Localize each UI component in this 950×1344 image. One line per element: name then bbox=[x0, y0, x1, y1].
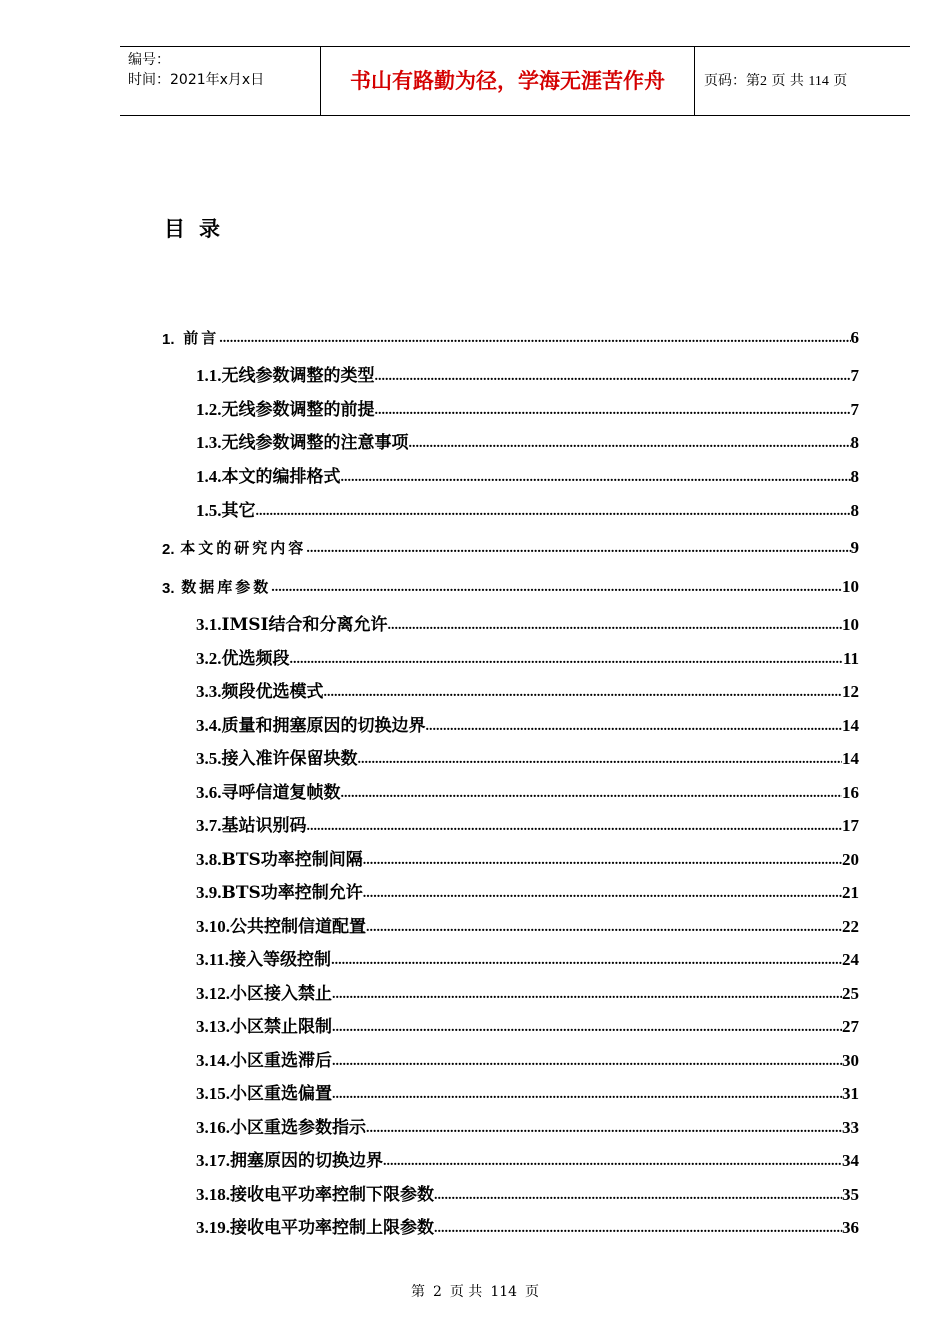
toc-entry-title: 质量和拥塞原因的切换边界 bbox=[221, 716, 426, 736]
toc-entry-title: 小区禁止限制 bbox=[230, 1017, 332, 1037]
toc-entry[interactable] bbox=[196, 1214, 859, 1238]
toc-entry[interactable] bbox=[196, 463, 859, 487]
toc-entry-page: 22 bbox=[842, 917, 859, 936]
toc-dot-leader bbox=[434, 1220, 842, 1238]
toc-entry-page: 21 bbox=[842, 883, 859, 902]
toc-entry-number: 1.1. bbox=[196, 366, 222, 385]
toc-entry-title: 无线参数调整的类型 bbox=[221, 366, 375, 386]
toc-entry-page: 20 bbox=[842, 850, 859, 869]
toc-entry-page: 35 bbox=[842, 1185, 859, 1204]
toc-entry-number: 3.7. bbox=[196, 816, 222, 835]
toc-entry-page: 8 bbox=[850, 433, 859, 452]
toc-entry[interactable] bbox=[196, 779, 859, 803]
toc-entry[interactable] bbox=[196, 497, 859, 521]
header-page-suffix: 页 bbox=[833, 73, 848, 89]
toc-dot-leader bbox=[388, 617, 843, 635]
toc-entry-page: 12 bbox=[842, 682, 859, 701]
toc-entry-page: 34 bbox=[842, 1151, 859, 1170]
header-page-current: 2 bbox=[760, 74, 767, 89]
toc-entry-number: 1.2. bbox=[196, 400, 222, 419]
header-page-total: 114 bbox=[808, 74, 829, 89]
toc-entry-number: 3.15. bbox=[196, 1084, 230, 1103]
toc-dot-leader bbox=[306, 540, 850, 558]
toc-dot-leader bbox=[341, 785, 843, 803]
toc-entry-page: 14 bbox=[842, 749, 859, 768]
toc-dot-leader bbox=[290, 651, 843, 669]
toc-entry[interactable] bbox=[196, 846, 859, 870]
toc-entry-page: 31 bbox=[842, 1084, 859, 1103]
toc-dot-leader bbox=[366, 919, 842, 937]
document-number-label: 编号： bbox=[128, 52, 170, 68]
toc-entry-title: 公共控制信道配置 bbox=[230, 917, 366, 937]
toc-entry[interactable] bbox=[196, 429, 859, 453]
toc-entry[interactable] bbox=[162, 324, 859, 348]
toc-entry[interactable] bbox=[162, 573, 859, 597]
toc-dot-leader bbox=[332, 1019, 842, 1037]
footer-suffix: 页 bbox=[525, 1284, 540, 1300]
toc-entry-number: 3.10. bbox=[196, 917, 230, 936]
toc-entry-page: 7 bbox=[850, 400, 859, 419]
toc-entry[interactable] bbox=[196, 1080, 859, 1104]
toc-entry-title: 接入准许保留块数 bbox=[221, 749, 358, 769]
toc-entry-number: 3.8. bbox=[196, 850, 222, 869]
toc-entry-number: 3.14. bbox=[196, 1051, 230, 1070]
toc-entry[interactable] bbox=[196, 745, 859, 769]
toc-entry[interactable] bbox=[196, 362, 859, 386]
toc-entry-page: 10 bbox=[842, 615, 859, 634]
toc-entry-number: 3.1. bbox=[196, 615, 222, 634]
toc-entry[interactable] bbox=[196, 1147, 859, 1171]
toc-entry-title: 接收电平功率控制上限参数 bbox=[230, 1218, 434, 1238]
toc-entry-number: 3.4. bbox=[196, 716, 222, 735]
toc-entry-number: 3.6. bbox=[196, 783, 222, 802]
toc-dot-leader bbox=[219, 330, 850, 348]
toc-entry-number: 3.9. bbox=[196, 883, 222, 902]
toc-entry-title: 接收电平功率控制下限参数 bbox=[230, 1185, 434, 1205]
toc-dot-leader bbox=[363, 852, 842, 870]
toc-entry-title: 接入等级控制 bbox=[229, 950, 332, 970]
toc-dot-leader bbox=[375, 402, 851, 420]
toc-dot-leader bbox=[409, 435, 851, 453]
toc-dot-leader bbox=[358, 751, 843, 769]
toc-dot-leader bbox=[271, 579, 842, 597]
toc-entry-title: 频段优选模式 bbox=[221, 682, 324, 702]
toc-entry-title: IMSI结合和分离允许 bbox=[221, 615, 388, 635]
toc-entry-number: 3.11. bbox=[196, 950, 230, 969]
toc-entry-page: 27 bbox=[842, 1017, 859, 1036]
toc-entry-number: 3.16. bbox=[196, 1118, 230, 1137]
toc-entry-number: 3.19. bbox=[196, 1218, 230, 1237]
toc-entry-page: 17 bbox=[842, 816, 859, 835]
toc-entry-title: BTS功率控制允许 bbox=[221, 883, 363, 903]
footer-prefix: 第 bbox=[410, 1284, 425, 1300]
toc-entry[interactable] bbox=[196, 879, 859, 903]
footer-mid: 页 共 bbox=[449, 1284, 483, 1300]
toc-entry-number: 2. bbox=[162, 541, 175, 558]
toc-entry[interactable] bbox=[196, 812, 859, 836]
toc-entry-title: 本文的编排格式 bbox=[221, 467, 341, 487]
toc-entry-number: 3.5. bbox=[196, 749, 222, 768]
toc-entry[interactable] bbox=[196, 645, 859, 669]
toc-entry-title: 小区接入禁止 bbox=[230, 984, 332, 1004]
toc-entry-page: 11 bbox=[842, 649, 859, 668]
toc-entry-number: 1.5. bbox=[196, 501, 222, 520]
toc-entry-number: 3.17. bbox=[196, 1151, 230, 1170]
toc-entry[interactable] bbox=[196, 1181, 859, 1205]
toc-entry-title: 基站识别码 bbox=[221, 816, 307, 836]
toc-entry-title: 本文的研究内容 bbox=[180, 539, 307, 557]
toc-entry-number: 1.4. bbox=[196, 467, 222, 486]
toc-entry-number: 3.3. bbox=[196, 682, 222, 701]
toc-dot-leader bbox=[307, 818, 843, 836]
toc-entry-number: 3.13. bbox=[196, 1017, 230, 1036]
toc-entry[interactable] bbox=[196, 712, 859, 736]
toc-entry-number: 3.18. bbox=[196, 1185, 230, 1204]
toc-dot-leader bbox=[434, 1187, 842, 1205]
toc-entry[interactable] bbox=[196, 1013, 859, 1037]
toc-entry[interactable] bbox=[196, 946, 859, 970]
toc-entry-page: 25 bbox=[842, 984, 859, 1003]
toc-entry-page: 6 bbox=[850, 328, 859, 347]
toc-entry-title: 小区重选参数指示 bbox=[230, 1118, 366, 1138]
toc-dot-leader bbox=[366, 1120, 842, 1138]
toc-entry-title: 寻呼信道复帧数 bbox=[221, 783, 341, 803]
toc-entry-page: 8 bbox=[850, 501, 859, 520]
footer-page-current: 2 bbox=[432, 1284, 442, 1300]
toc-entry-title: 优选频段 bbox=[221, 649, 290, 669]
toc-dot-leader bbox=[426, 718, 843, 736]
toc-entry-title: 数据库参数 bbox=[181, 578, 272, 596]
toc-entry-page: 30 bbox=[842, 1051, 859, 1070]
toc-entry-number: 3. bbox=[162, 580, 175, 597]
toc-entry-title: 无线参数调整的注意事项 bbox=[221, 433, 409, 453]
toc-dot-leader bbox=[331, 952, 842, 970]
toc-entry[interactable] bbox=[196, 611, 859, 635]
toc-entry[interactable] bbox=[196, 396, 859, 420]
toc-entry-title: 其它 bbox=[221, 501, 256, 521]
footer-page-total: 114 bbox=[490, 1284, 518, 1300]
toc-dot-leader bbox=[324, 684, 843, 702]
page-footer bbox=[0, 1281, 950, 1301]
header-page-mid: 页 共 bbox=[771, 73, 804, 89]
toc-dot-leader bbox=[383, 1153, 842, 1171]
toc-dot-leader bbox=[332, 1086, 842, 1104]
toc-entry-page: 36 bbox=[842, 1218, 859, 1237]
toc-title: 目录 bbox=[164, 217, 234, 241]
toc-entry[interactable] bbox=[196, 1114, 859, 1138]
header-page-label: 页码：第 bbox=[704, 73, 760, 89]
toc-entry-page: 10 bbox=[842, 577, 859, 596]
toc-entry[interactable] bbox=[196, 678, 859, 702]
toc-entry-number: 1.3. bbox=[196, 433, 222, 452]
toc-entry-title: 拥塞原因的切换边界 bbox=[230, 1151, 383, 1171]
toc-entry[interactable] bbox=[196, 980, 859, 1004]
toc-entry-number: 3.12. bbox=[196, 984, 230, 1003]
toc-dot-leader bbox=[332, 986, 842, 1004]
toc-entry[interactable] bbox=[162, 534, 859, 558]
toc-entry-page: 14 bbox=[842, 716, 859, 735]
toc-entry[interactable] bbox=[196, 913, 859, 937]
toc-entry-title: 小区重选滞后 bbox=[230, 1051, 332, 1071]
document-time-label: 时间：2021年x月x日 bbox=[128, 72, 265, 88]
toc-entry[interactable] bbox=[196, 1047, 859, 1071]
toc-entry-number: 3.2. bbox=[196, 649, 222, 668]
toc-dot-leader bbox=[363, 885, 842, 903]
toc-entry-page: 16 bbox=[842, 783, 859, 802]
toc-entry-page: 7 bbox=[850, 366, 859, 385]
toc-entry-title: 无线参数调整的前提 bbox=[221, 400, 375, 420]
toc-dot-leader bbox=[332, 1053, 842, 1071]
toc-dot-leader bbox=[256, 503, 851, 521]
toc-entry-number: 1. bbox=[162, 331, 175, 348]
toc-entry-title: 前言 bbox=[183, 329, 220, 347]
toc-entry-page: 24 bbox=[842, 950, 859, 969]
toc-entry-title: 小区重选偏置 bbox=[230, 1084, 332, 1104]
toc-entry-page: 9 bbox=[850, 538, 859, 557]
toc-dot-leader bbox=[375, 368, 851, 386]
toc-entry-title: BTS功率控制间隔 bbox=[221, 850, 363, 870]
toc-entry-page: 33 bbox=[842, 1118, 859, 1137]
toc-entry-page: 8 bbox=[850, 467, 859, 486]
toc-dot-leader bbox=[341, 469, 851, 487]
header-motto: 书山有路勤为径，学海无涯苦作舟 bbox=[350, 69, 665, 93]
